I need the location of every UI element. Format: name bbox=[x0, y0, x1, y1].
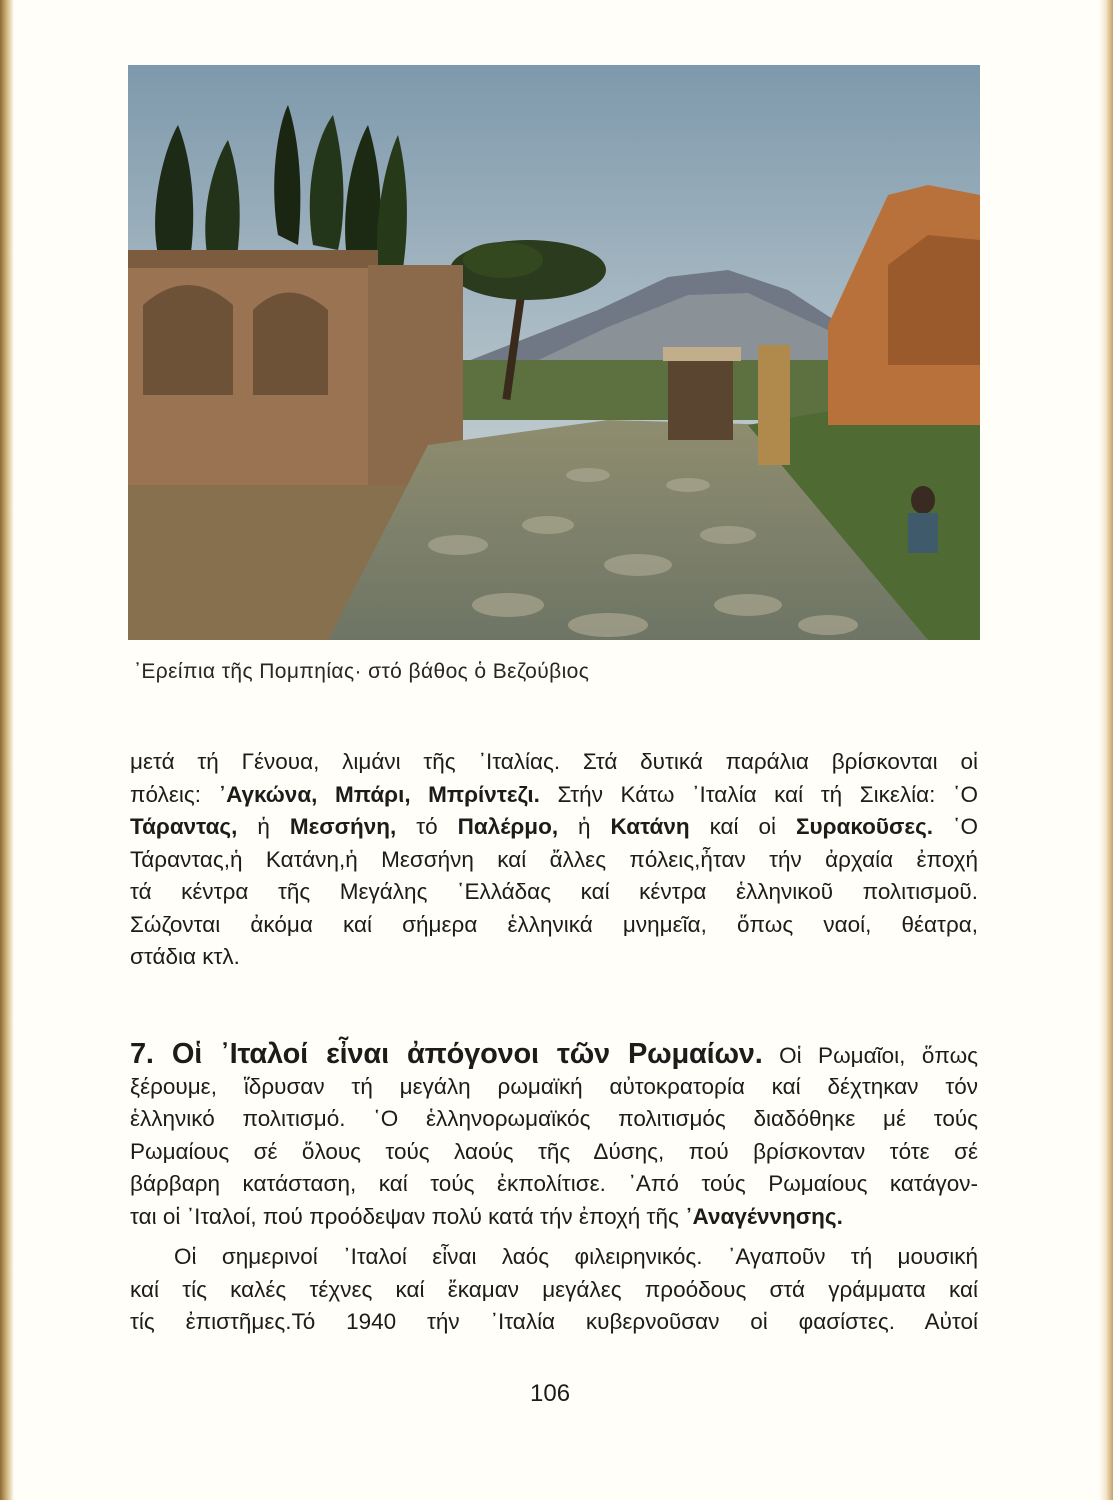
page-edge-left bbox=[0, 0, 14, 1500]
text-run: Τάραντας,ἡ Κατάνη,ἡ Μεσσήνη καί ἄλλες πόλεις,ἦταν τήν ἀρχαία ἐποχή bbox=[130, 846, 978, 872]
text-run: τίς ἐπιστῆμες.Τό 1940 τήν ᾿Ιταλία κυβερνοῦσαν οἱ φασίστες. Αὐτοί bbox=[130, 1309, 978, 1334]
text-run: πόλεις: bbox=[130, 781, 219, 807]
text-line bbox=[130, 1136, 978, 1169]
text-line bbox=[130, 779, 978, 812]
text-run: ἡ bbox=[237, 814, 290, 839]
text-run: τό bbox=[396, 814, 458, 839]
photo-caption: ᾿Ερείπια τῆς Πομπηίας· στό βάθος ὁ Βεζούβιος bbox=[134, 660, 590, 683]
text-run: τά κέντρα τῆς Μεγάλης ῾Ελλάδας καί κέντρα ἑλληνικοῦ πολιτισμοῦ. bbox=[130, 879, 978, 904]
text-line bbox=[130, 1201, 978, 1234]
text-line bbox=[130, 876, 978, 909]
text-line bbox=[130, 746, 978, 779]
text-line bbox=[130, 909, 978, 942]
paragraph-2 bbox=[130, 1241, 978, 1339]
text-run: Στήν Κάτω ᾿Ιταλία καί τή Σικελία: ῾Ο bbox=[539, 781, 978, 807]
text-line bbox=[130, 1168, 978, 1201]
text-run: μετά τή Γένουα, λιμάνι τῆς ᾿Ιταλίας. Στά δυτικά παράλια βρίσκονται οἱ bbox=[130, 749, 978, 774]
section-7-heading-line bbox=[130, 1038, 978, 1071]
text-run: καί τίς καλές τέχνες καί ἔκαμαν μεγάλες προόδους στά γράμματα καί bbox=[130, 1276, 978, 1302]
text-run: Οἱ σημερινοί ᾿Ιταλοί εἶναι λαός φιλειρηνικός. ᾿Αγαποῦν τή μουσική bbox=[174, 1244, 978, 1269]
text-run: ξέρουμε, ἵδρυσαν τή μεγάλη ρωμαϊκή αὐτοκρατορία καί δέχτηκαν τόν bbox=[130, 1073, 978, 1099]
text-line bbox=[130, 844, 978, 877]
text-line bbox=[130, 1306, 978, 1339]
text-run: καί οἱ bbox=[689, 814, 797, 839]
paragraph-1 bbox=[130, 746, 978, 974]
bold-term: ᾿Αναγέννησης. bbox=[685, 1203, 843, 1229]
pompeii-ruins-photo bbox=[128, 65, 980, 640]
page-edge-right bbox=[1099, 0, 1113, 1500]
bold-term: Τάραντας, bbox=[130, 814, 238, 839]
bold-term: Παλέρμο, bbox=[457, 814, 559, 839]
bold-term: Μεσσήνη, bbox=[289, 814, 397, 839]
text-line bbox=[130, 1103, 978, 1136]
text-run: ται οἱ ᾿Ιταλοί, πού προόδεψαν πολύ κατά τήν ἐποχή τῆς bbox=[130, 1203, 686, 1229]
text-line bbox=[130, 811, 978, 844]
section-7-heading: 7. Οἱ ᾿Ιταλοί εἶναι ἀπόγονοι τῶν Ρωμαίων. bbox=[130, 1038, 763, 1070]
section-7-heading-rest: Οἱ Ρωμαῖοι, ὅπως bbox=[762, 1043, 978, 1068]
text-run: Ρωμαίους σέ ὅλους τούς λαούς τῆς Δύσης, πού βρίσκονταν τότε σέ bbox=[130, 1138, 978, 1164]
bold-term: Κατάνη bbox=[610, 814, 690, 839]
text-run: Σώζονται ἀκόμα καί σήμερα ἑλληνικά μνημεῖα, ὅπως ναοί, θέατρα, bbox=[130, 911, 978, 937]
text-run: βάρβαρη κατάσταση, καί τούς ἐκπολίτισε. ᾿Από τούς Ρωμαίους κατάγον- bbox=[130, 1171, 978, 1196]
page-number: 106 bbox=[530, 1380, 571, 1407]
text-line bbox=[130, 1274, 978, 1307]
text-run: ἡ bbox=[558, 814, 611, 839]
text-run: στάδια κτλ. bbox=[130, 944, 240, 969]
bold-term: ᾿Αγκώνα, Μπάρι, Μπρίντεζι. bbox=[218, 781, 540, 807]
text-line bbox=[130, 941, 978, 974]
bold-term: Συρακοῦσες. bbox=[796, 814, 934, 839]
text-line bbox=[130, 1241, 978, 1274]
text-line bbox=[130, 1071, 978, 1104]
text-run: ἑλληνικό πολιτισμό. ῾Ο ἑλληνορωμαϊκός πολιτισμός διαδόθηκε μέ τούς bbox=[130, 1106, 978, 1131]
section-7 bbox=[130, 1038, 978, 1339]
text-run: ῾Ο bbox=[933, 814, 978, 839]
